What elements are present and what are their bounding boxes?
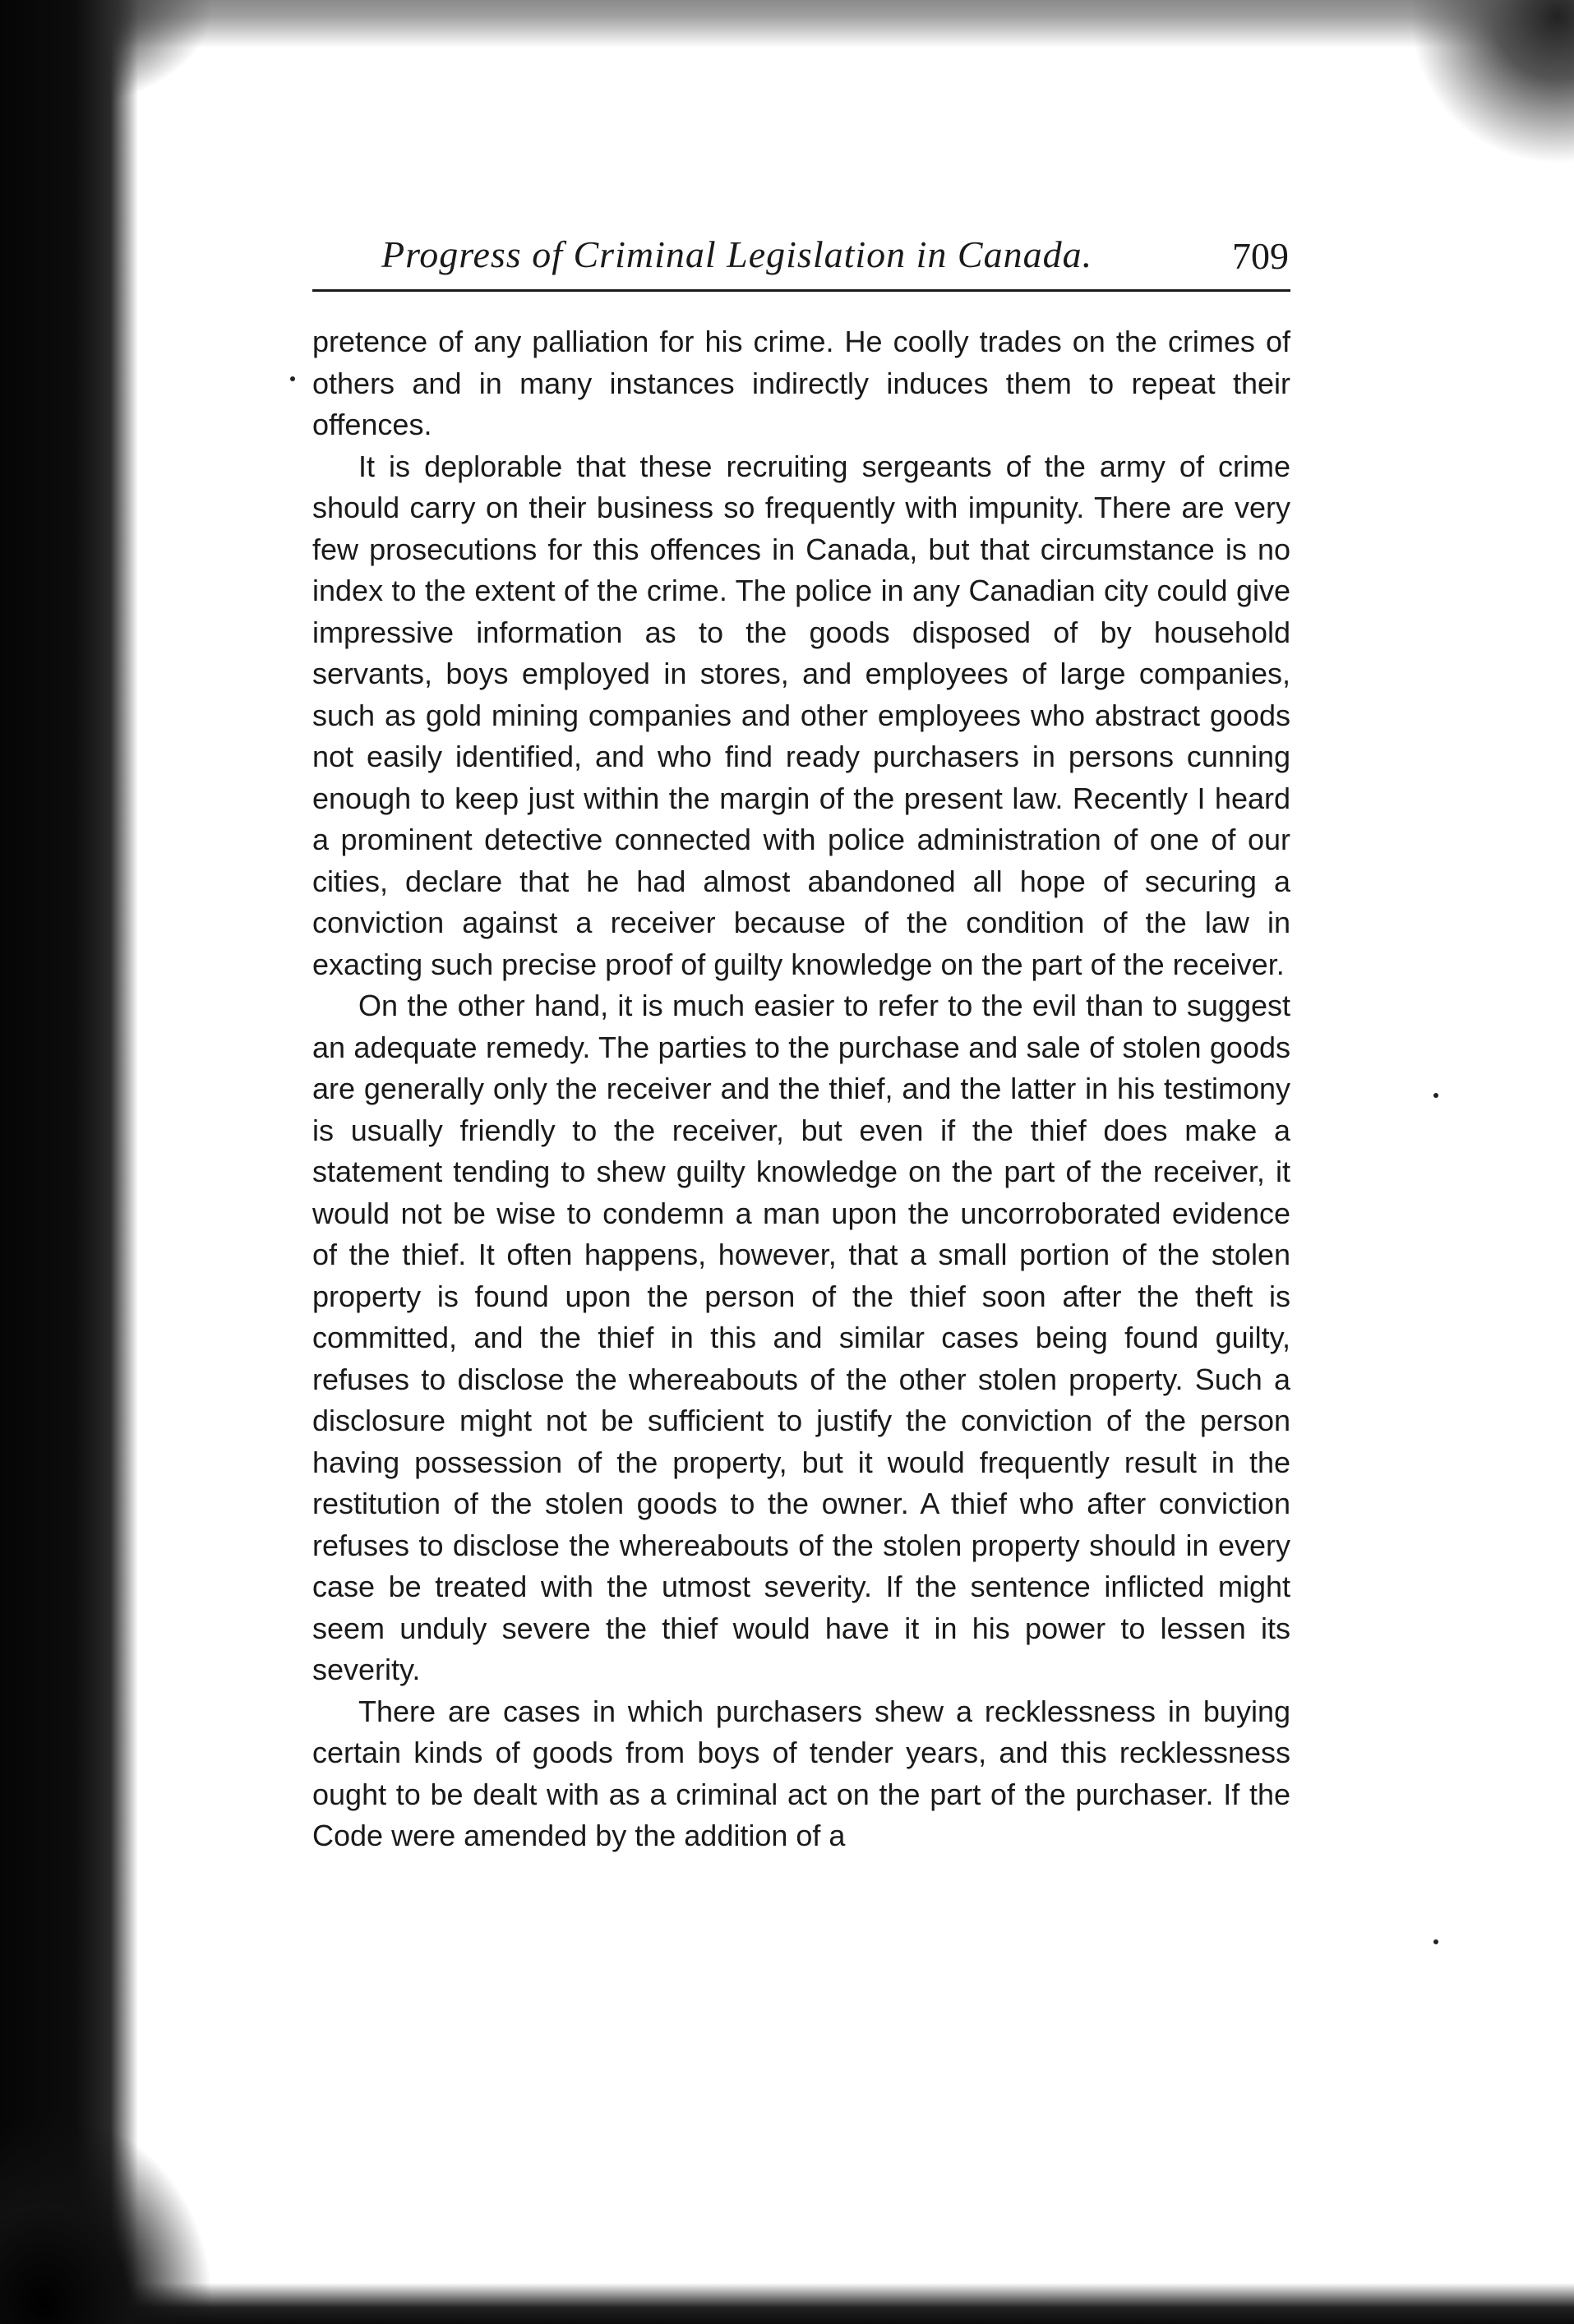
margin-speck	[1433, 1939, 1438, 1944]
margin-speck	[290, 376, 295, 381]
scan-blot-bottom-left	[0, 2110, 214, 2324]
paragraph: It is deplorable that these recruiting sergeants of the army of crime should carry on their business so frequently with impunity. There are very few prosecutions for this offences in Canada, but that circumstance is no index to the extent of the crime. The police in any Canadian city could give impressive information as to the goods disposed of by household servants, boys employed in stores, and employees of large companies, such as gold mining companies and other employees who abstract goods not easily identified, and who find ready purchasers in persons cunning enough to keep just within the margin of the present law. Recently I heard a prominent detective connected with police administration of one of our cities, declare that he had almost abandoned all hope of securing a conviction against a receiver because of the condition of the law in exacting such precise proof of guilty knowledge on the part of the receiver.	[312, 449, 1290, 981]
margin-speck	[1433, 1093, 1438, 1098]
paragraph: On the other hand, it is much easier to refer to the evil than to suggest an adequate remedy. The parties to the purchase and sale of stolen goods are generally only the receiver and the thief, and the latter in his testimony is usually friendly to the receiver, but even if the thief does make a statement tending to shew guilty knowledge on the part of the receiver, it would not be wise to condemn a man upon the uncorroborated evidence of the thief. It often happens, however, that a small portion of the stolen property is found upon the person of the thief soon after the theft is committed, and the thief in this and similar cases being found guilty, refuses to disclose the whereabouts of the other stolen property. Such a disclosure might not be sufficient to justify the conviction of the person having possession of the property, but it would frequently result in the restitution of the stolen goods to the owner. A thief who after conviction refuses to disclose the whereabouts of the stolen property should in every case be treated with the utmost severity. If the sentence inflicted might seem unduly severe the thief would have it in his power to lessen its severity.	[312, 989, 1290, 1686]
scan-blot-top-right	[1410, 0, 1574, 164]
scan-edge-bottom	[0, 2283, 1574, 2324]
scan-edge-top	[0, 0, 1574, 48]
book-page	[312, 222, 1290, 1857]
page-number: 709	[1232, 235, 1289, 277]
paragraph: pretence of any palliation for his crime. He coolly trades on the crimes of others and in many instances indirectly induces them to repeat their offences.	[312, 325, 1290, 441]
scan-edge-left	[0, 0, 138, 2324]
running-head	[312, 222, 1290, 292]
body-text	[312, 321, 1290, 1857]
paragraph: There are cases in which purchasers shew a recklessness in buying certain kinds of goods from boys of tender years, and this recklessness ought to be dealt with as a criminal act on the part of the purchaser. If the Code were amended by the addition of a	[312, 1694, 1290, 1852]
running-title: Progress of Criminal Legislation in Canada.	[381, 233, 1093, 275]
